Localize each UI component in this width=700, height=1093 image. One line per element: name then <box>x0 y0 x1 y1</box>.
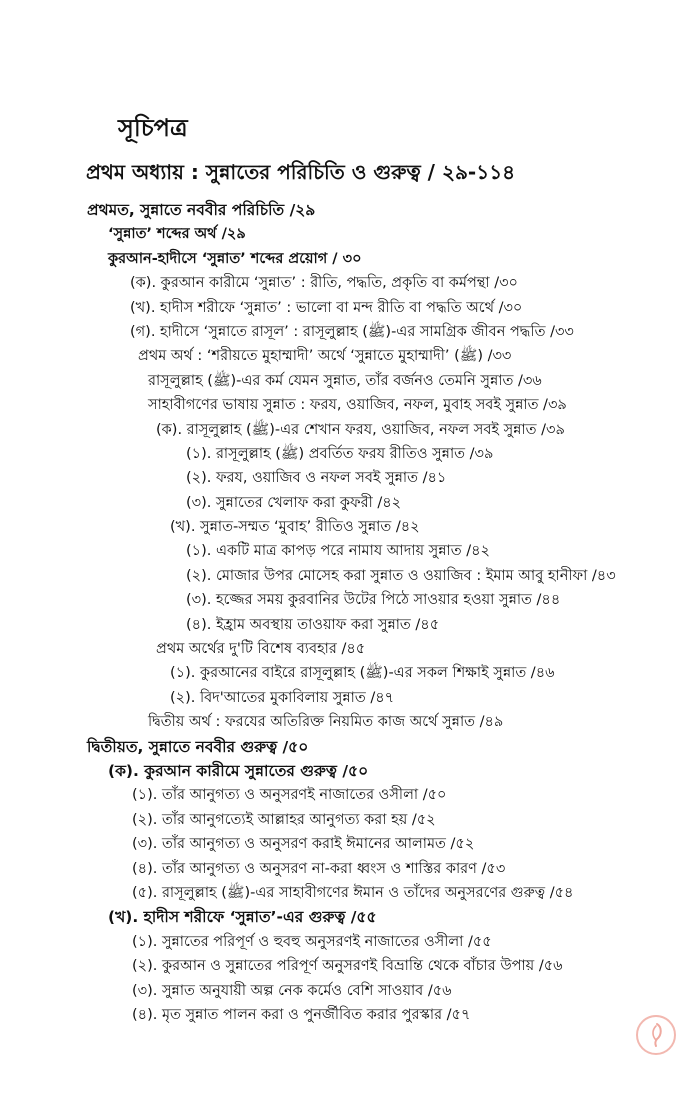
toc-entry[interactable]: কুরআন-হাদীসে ‘সুন্নাত’ শব্দের প্রয়োগ / ৩০ <box>108 250 362 267</box>
toc-entry[interactable]: (৪). মৃত সুন্নাত পালন করা ও পুনর্জীবিত করার পুরস্কার /৫৭ <box>132 1006 471 1023</box>
toc-subsection-heading[interactable]: (খ). হাদীস শরীফে ‘সুন্নাত’-এর গুরুত্ব /৫৫ <box>108 908 377 927</box>
toc-section-heading[interactable]: প্রথমত, সুন্নাতে নববীর পরিচিতি /২৯ <box>87 201 316 219</box>
toc-entry[interactable]: (৪). তাঁর আনুগত্য ও অনুসরণ না-করা ধ্বংস ও শাস্তির কারণ /৫৩ <box>132 860 506 877</box>
toc-subsection-heading[interactable]: (ক). কুরআন কারীমে সুন্নাতের গুরুত্ব /৫০ <box>108 761 369 780</box>
toc-entry[interactable]: (৫). রাসূলুল্লাহ (ﷺ)-এর সাহাবীগণের ঈমান ও তাঁদের অনুসরণের গুরুত্ব /৫৪ <box>132 884 574 901</box>
toc-section-heading[interactable]: দ্বিতীয়ত, সুন্নাতে নববীর গুরুত্ব /৫০ <box>87 737 309 756</box>
toc-entry[interactable]: (৩). সুন্নাতের খেলাফ করা কুফরী /৪২ <box>186 494 402 511</box>
toc-entry[interactable]: (ক). রাসূলুল্লাহ (ﷺ)-এর শেখান ফরয, ওয়াজিব, নফল সবই সুন্নাত /৩৯ <box>156 421 565 438</box>
toc-entry[interactable]: ‘সুন্নাত’ শব্দের অর্থ /২৯ <box>108 226 246 243</box>
toc-entry[interactable]: (২). বিদ'আতের মুকাবিলায় সুন্নাত /৪৭ <box>170 689 395 706</box>
toc-entry[interactable]: (২). ফরয, ওয়াজিব ও নফল সবই সুন্নাত /৪১ <box>186 470 447 487</box>
quill-icon <box>638 1017 674 1053</box>
toc-entry[interactable]: (১). একটি মাত্র কাপড় পরে নামায আদায় সুন্নাত /৪২ <box>186 543 490 560</box>
page-title: সূচিপত্র <box>118 114 188 142</box>
toc-entry[interactable]: (১). কুরআনের বাইরে রাসূলুল্লাহ (ﷺ)-এর সকল শিক্ষাই সুন্নাত /৪৬ <box>170 665 555 682</box>
toc-entry[interactable]: (৩). সুন্নাত অনুযায়ী অল্প নেক কর্মেও বেশি সাওয়াব /৫৬ <box>132 982 452 999</box>
chapter-heading: প্রথম অধ্যায় : সুন্নাতের পরিচিতি ও গুরুত্ব / ২৯-১১৪ <box>86 160 516 184</box>
publisher-logo-watermark <box>636 1015 676 1055</box>
toc-entry[interactable]: প্রথম অর্থ : ‘শরীয়তে মুহাম্মাদী’ অর্থে ‘সুন্নাতে মুহাম্মাদী’ (ﷺ) /৩৩ <box>138 348 512 365</box>
toc-entry[interactable]: রাসূলুল্লাহ (ﷺ)-এর কর্ম যেমন সুন্নাত, তাঁর বর্জনও তেমনি সুন্নাত /৩৬ <box>148 372 542 389</box>
toc-entry[interactable]: (২). মোজার উপর মোসেহ করা সুন্নাত ও ওয়াজিব : ইমাম আবু হানীফা /৪৩ <box>186 567 616 584</box>
toc-entry[interactable]: (১). সুন্নাতের পরিপূর্ণ ও হুবহু অনুসরণই নাজাতের ওসীলা /৫৫ <box>132 933 492 950</box>
toc-entry[interactable]: (১). তাঁর আনুগত্য ও অনুসরণই নাজাতের ওসীলা /৫০ <box>132 787 447 804</box>
toc-entry[interactable]: (২). কুরআন ও সুন্নাতের পরিপূর্ণ অনুসরণই বিভ্রান্তি থেকে বাঁচার উপায় /৫৬ <box>132 958 563 975</box>
toc-entry[interactable]: (খ). সুন্নাত-সম্মত ‘মুবাহ’ রীতিও সুন্নাত /৪২ <box>170 519 420 536</box>
toc-entry[interactable]: (খ). হাদীস শরীফে ‘সুন্নাত’ : ভালো বা মন্দ রীতি বা পদ্ধতি অর্থে /৩০ <box>130 299 523 316</box>
toc-entry[interactable]: (৩). তাঁর আনুগত্য ও অনুসরণ করাই ঈমানের আলামত /৫২ <box>132 836 475 853</box>
toc-entry[interactable]: (গ). হাদীসে ‘সুন্নাতে রাসূল’ : রাসূলুল্লাহ (ﷺ)-এর সামগ্রিক জীবন পদ্ধতি /৩৩ <box>130 323 574 340</box>
toc-entry[interactable]: (ক). কুরআন কারীমে ‘সুন্নাত’ : রীতি, পদ্ধতি, প্রকৃতি বা কর্মপন্থা /৩০ <box>130 275 518 292</box>
table-of-contents <box>0 198 700 1027</box>
toc-entry[interactable]: (১). রাসূলুল্লাহ (ﷺ) প্রবর্তিত ফরয রীতিও সুন্নাত /৩৯ <box>186 445 494 462</box>
toc-entry[interactable]: প্রথম অর্থের দু'টি বিশেষ ব্যবহার /৪৫ <box>156 641 366 658</box>
toc-entry[interactable]: (৩). হজ্জের সময় কুরবানির উটের পিঠে সাওয়ার হওয়া সুন্নাত /৪৪ <box>186 592 561 609</box>
toc-entry[interactable]: (২). তাঁর আনুগত্যেই আল্লাহর আনুগত্য করা হয় /৫২ <box>132 811 436 828</box>
toc-entry[interactable]: সাহাবীগণের ভাষায় সুন্নাত : ফরয, ওয়াজিব, নফল, মুবাহ সবই সুন্নাত /৩৯ <box>148 397 567 414</box>
toc-entry[interactable]: দ্বিতীয় অর্থ : ফরযের অতিরিক্ত নিয়মিত কাজ অর্থে সুন্নাত /৪৯ <box>148 714 504 731</box>
toc-entry[interactable]: (৪). ইহ্রাম অবস্থায় তাওয়াফ করা সুন্নাত /৪৫ <box>186 616 440 633</box>
